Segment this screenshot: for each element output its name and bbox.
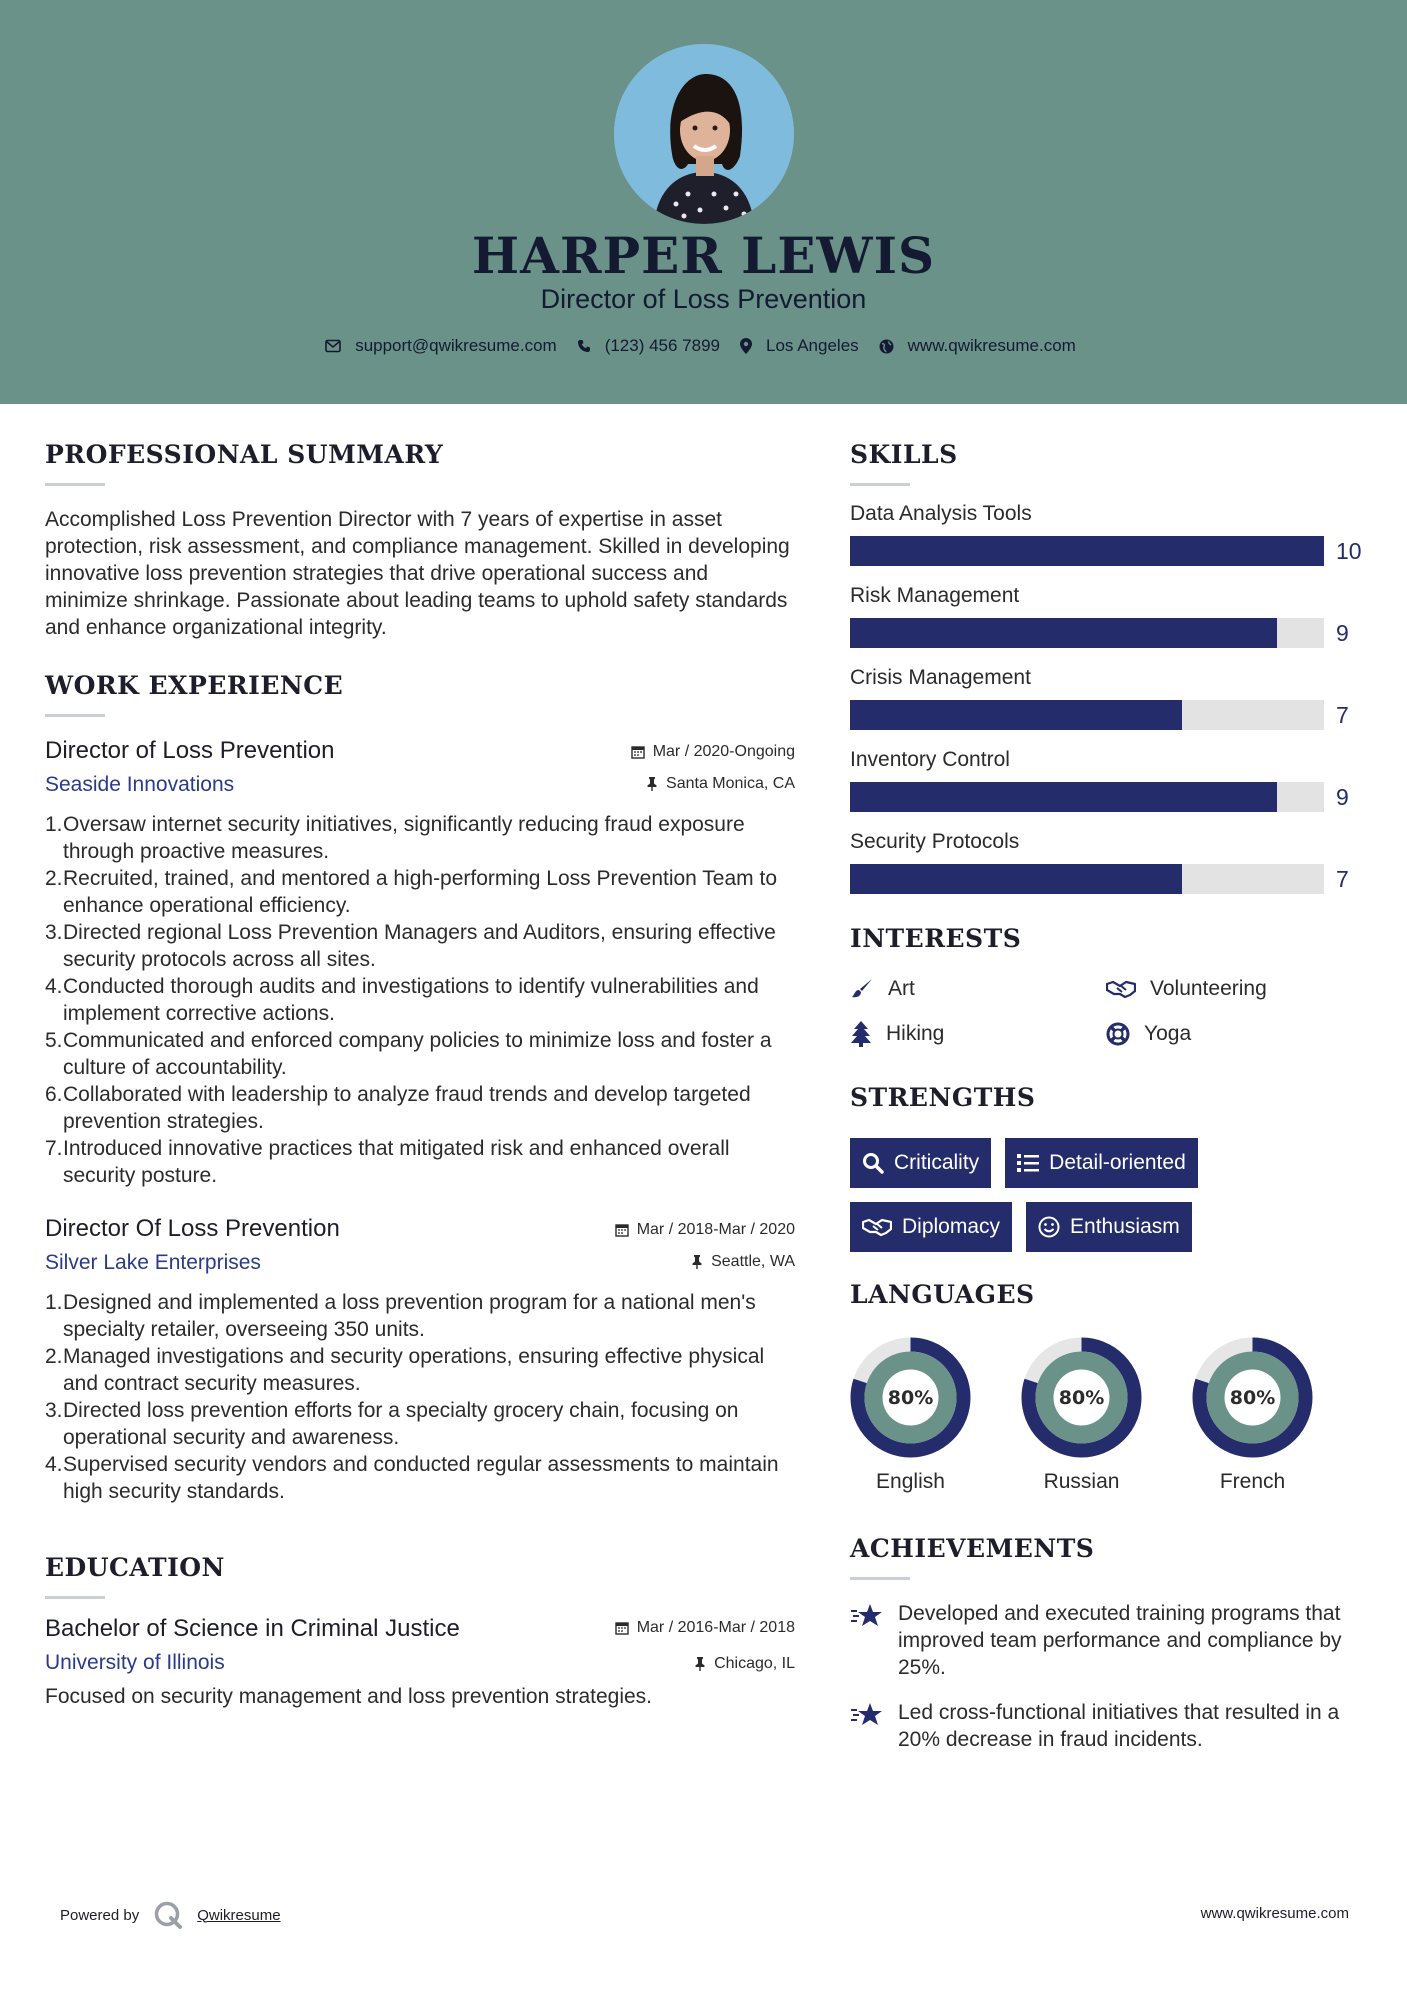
candidate-title: Director of Loss Prevention [540, 284, 867, 314]
school-name: University of Illinois [45, 1651, 225, 1674]
tree-icon [850, 1021, 872, 1047]
skill-level: 7 [1336, 866, 1349, 892]
language-percent: 80% [1229, 1387, 1276, 1409]
skill-item [850, 666, 1370, 730]
job-location-text: Santa Monica, CA [666, 775, 795, 792]
skill-bar [850, 618, 1370, 648]
job-dates-text: Mar / 2020-Ongoing [652, 743, 795, 760]
skill-item [850, 584, 1370, 648]
section-heading: ACHIEVEMENTS [850, 1534, 1095, 1563]
skill-bar [850, 782, 1370, 812]
job-dates-text: Mar / 2018-Mar / 2020 [636, 1221, 795, 1238]
skill-item [850, 748, 1370, 812]
star-award-icon [850, 1701, 884, 1729]
language-percent: 80% [887, 1387, 934, 1409]
interest-item [850, 977, 1106, 1001]
pushpin-icon [694, 1657, 706, 1671]
envelope-icon [325, 339, 341, 353]
section-heading: WORK EXPERIENCE [45, 671, 344, 700]
skills-section [850, 440, 1370, 894]
profile-photo [614, 44, 794, 224]
strengths-section [850, 1083, 1370, 1252]
heading-underline [45, 483, 105, 486]
job-dates [631, 743, 795, 761]
interests-section [850, 924, 1370, 1047]
job-dates [615, 1221, 795, 1239]
skill-fill [850, 782, 1277, 812]
skill-item [850, 502, 1370, 566]
calendar-icon [615, 1223, 629, 1237]
job-location-text: Seattle, WA [711, 1253, 795, 1270]
skill-name: Data Analysis Tools [850, 502, 1032, 525]
job-location [646, 775, 795, 793]
achievement-item [850, 1600, 1370, 1681]
education-dates-text: Mar / 2016-Mar / 2018 [636, 1619, 795, 1636]
language-name: French [1219, 1470, 1286, 1493]
achievement-item [850, 1699, 1370, 1753]
job-entry [45, 737, 795, 1189]
achievement-text: Developed and executed training programs that improved team performance and compliance by 25%. [898, 1602, 1342, 1679]
job-bullet: 3. Directed regional Loss Prevention Managers and Auditors, ensuring effective security protocols across all sites. [45, 921, 776, 971]
job-bullet: 1. Oversaw internet security initiatives, significantly reducing fraud exposure through proactive measures. [45, 813, 745, 863]
skill-track [850, 536, 1324, 566]
languages-section [850, 1280, 1370, 1494]
job-entry [45, 1215, 795, 1505]
qwikresume-logo-icon [153, 1900, 183, 1930]
strength-tag [850, 1202, 1012, 1252]
language-item [850, 1337, 971, 1494]
job-bullet: 4. Supervised security vendors and conducted regular assessments to maintain high security standards. [45, 1453, 779, 1503]
header-band [0, 0, 1407, 404]
education-dates [615, 1619, 795, 1637]
achievement-text: Led cross-functional initiatives that resulted in a 20% decrease in fraud incidents. [898, 1701, 1340, 1751]
skill-level: 9 [1336, 784, 1349, 810]
interest-item [1106, 977, 1362, 1001]
skill-fill [850, 618, 1277, 648]
contact-website[interactable]: www.qwikresume.com [907, 336, 1076, 355]
section-heading: INTERESTS [850, 924, 1022, 953]
section-heading: PROFESSIONAL SUMMARY [45, 440, 444, 469]
strength-label: Diplomacy [902, 1215, 1001, 1238]
calendar-icon [615, 1621, 629, 1635]
heading-underline [45, 1596, 105, 1599]
skill-name: Inventory Control [850, 748, 1010, 771]
job-bullet: 6. Collaborated with leadership to analyze fraud trends and develop targeted prevention strategies. [45, 1083, 751, 1133]
handshake-icon [1106, 978, 1136, 1000]
star-award-icon [850, 1602, 884, 1630]
job-bullet: 3. Directed loss prevention efforts for a specialty grocery chain, focusing on operational security and awareness. [45, 1399, 739, 1449]
job-company: Silver Lake Enterprises [45, 1251, 261, 1274]
section-heading: SKILLS [850, 440, 958, 469]
achievements-section [850, 1534, 1370, 1753]
skill-fill [850, 536, 1324, 566]
contact-phone[interactable]: (123) 456 7899 [604, 336, 721, 355]
paintbrush-icon [850, 977, 874, 1001]
job-company: Seaside Innovations [45, 773, 235, 796]
handshake-icon [862, 1216, 892, 1238]
interest-item [850, 1021, 1106, 1047]
strength-tag [1005, 1138, 1198, 1188]
pushpin-icon [646, 777, 658, 791]
language-ring [1192, 1337, 1313, 1458]
job-bullet: 1. Designed and implemented a loss prevention program for a national men's specialty retailer, overseeing 350 units. [45, 1291, 756, 1341]
job-bullet: 5. Communicated and enforced company policies to minimize loss and foster a culture of accountability. [45, 1029, 772, 1079]
skill-item [850, 830, 1370, 894]
skill-bar [850, 536, 1370, 566]
search-icon [862, 1152, 884, 1174]
job-bullet: 4. Conducted thorough audits and investigations to identify vulnerabilities and implement corrective actions. [45, 975, 759, 1025]
section-heading: LANGUAGES [850, 1280, 1035, 1309]
interest-item [1106, 1021, 1362, 1047]
language-name: Russian [1043, 1470, 1120, 1493]
skill-fill [850, 700, 1182, 730]
smile-icon [1038, 1216, 1060, 1238]
experience-section [45, 671, 795, 1505]
map-pin-icon [740, 338, 752, 354]
qwikresume-link[interactable]: Qwikresume [197, 1906, 281, 1924]
skill-level: 7 [1336, 702, 1349, 728]
strength-label: Enthusiasm [1070, 1215, 1180, 1238]
skill-bar [850, 700, 1370, 730]
summary-text: Accomplished Loss Prevention Director with 7 years of expertise in asset protection, risk assessment, and compliance management. Skilled in developing innovative loss prevention strategies that drive operational success and minimize shrinkage. Passionate about leading teams to uphold safety standards and enhance organizational integrity. [45, 508, 790, 639]
left-column [45, 440, 795, 1710]
job-bullet: 2. Recruited, trained, and mentored a high-performing Loss Prevention Team to enhance operational efficiency. [45, 867, 778, 917]
job-bullet: 7. Introduced innovative practices that mitigated risk and enhanced overall security posture. [45, 1137, 730, 1187]
language-item [1192, 1337, 1313, 1494]
skills-list [850, 502, 1370, 894]
list-icon [1017, 1153, 1039, 1173]
skill-level: 10 [1336, 538, 1362, 564]
strength-label: Detail-oriented [1049, 1151, 1186, 1174]
section-heading: STRENGTHS [850, 1083, 1036, 1112]
contact-email[interactable]: support@qwikresume.com [355, 336, 557, 355]
heading-underline [850, 483, 910, 486]
contact-bar [0, 336, 1407, 356]
phone-icon [577, 339, 591, 353]
education-section [45, 1553, 795, 1710]
heading-underline [45, 714, 105, 717]
degree-title: Bachelor of Science in Criminal Justice [45, 1615, 460, 1642]
language-item [1021, 1337, 1142, 1494]
skill-bar [850, 864, 1370, 894]
skill-fill [850, 864, 1182, 894]
job-location [691, 1253, 795, 1271]
summary-section [45, 440, 795, 641]
footer-url[interactable]: www.qwikresume.com [1200, 1905, 1349, 1922]
language-name: English [876, 1470, 945, 1493]
job-bullets [45, 811, 795, 1189]
strength-label: Criticality [894, 1151, 980, 1174]
footer-powered-by [60, 1900, 281, 1930]
language-ring [1021, 1337, 1142, 1458]
powered-by-label: Powered by [60, 1906, 140, 1924]
strength-tag [1026, 1202, 1192, 1252]
strengths-list [850, 1138, 1370, 1252]
candidate-name: HARPER LEWIS [471, 226, 936, 285]
interest-label: Art [888, 977, 915, 1000]
education-note: Focused on security management and loss prevention strategies. [45, 1685, 653, 1708]
education-location-text: Chicago, IL [714, 1655, 795, 1672]
job-bullet: 2. Managed investigations and security operations, ensuring effective physical and contract security measures. [45, 1345, 765, 1395]
heading-underline [850, 1577, 910, 1580]
languages-list [850, 1337, 1370, 1494]
pushpin-icon [691, 1255, 703, 1269]
language-ring [850, 1337, 971, 1458]
interest-label: Hiking [886, 1022, 945, 1045]
skill-track [850, 864, 1324, 894]
globe-icon [879, 339, 894, 354]
skill-level: 9 [1336, 620, 1349, 646]
interests-list [850, 977, 1370, 1047]
skill-track [850, 782, 1324, 812]
interest-label: Volunteering [1150, 977, 1267, 1000]
strength-tag [850, 1138, 991, 1188]
job-bullets [45, 1289, 795, 1505]
right-column [850, 440, 1370, 1753]
lifebuoy-icon [1106, 1022, 1130, 1046]
education-entry [45, 1615, 795, 1710]
skill-name: Security Protocols [850, 830, 1020, 853]
calendar-icon [631, 745, 645, 759]
skill-track [850, 618, 1324, 648]
interest-label: Yoga [1144, 1022, 1192, 1045]
contact-location: Los Angeles [766, 336, 859, 355]
education-location [694, 1655, 795, 1673]
skill-name: Risk Management [850, 584, 1020, 607]
skill-track [850, 700, 1324, 730]
language-percent: 80% [1058, 1387, 1105, 1409]
skill-name: Crisis Management [850, 666, 1031, 689]
job-title: Director of Loss Prevention [45, 737, 335, 764]
section-heading: EDUCATION [45, 1553, 225, 1582]
job-title: Director Of Loss Prevention [45, 1215, 340, 1242]
